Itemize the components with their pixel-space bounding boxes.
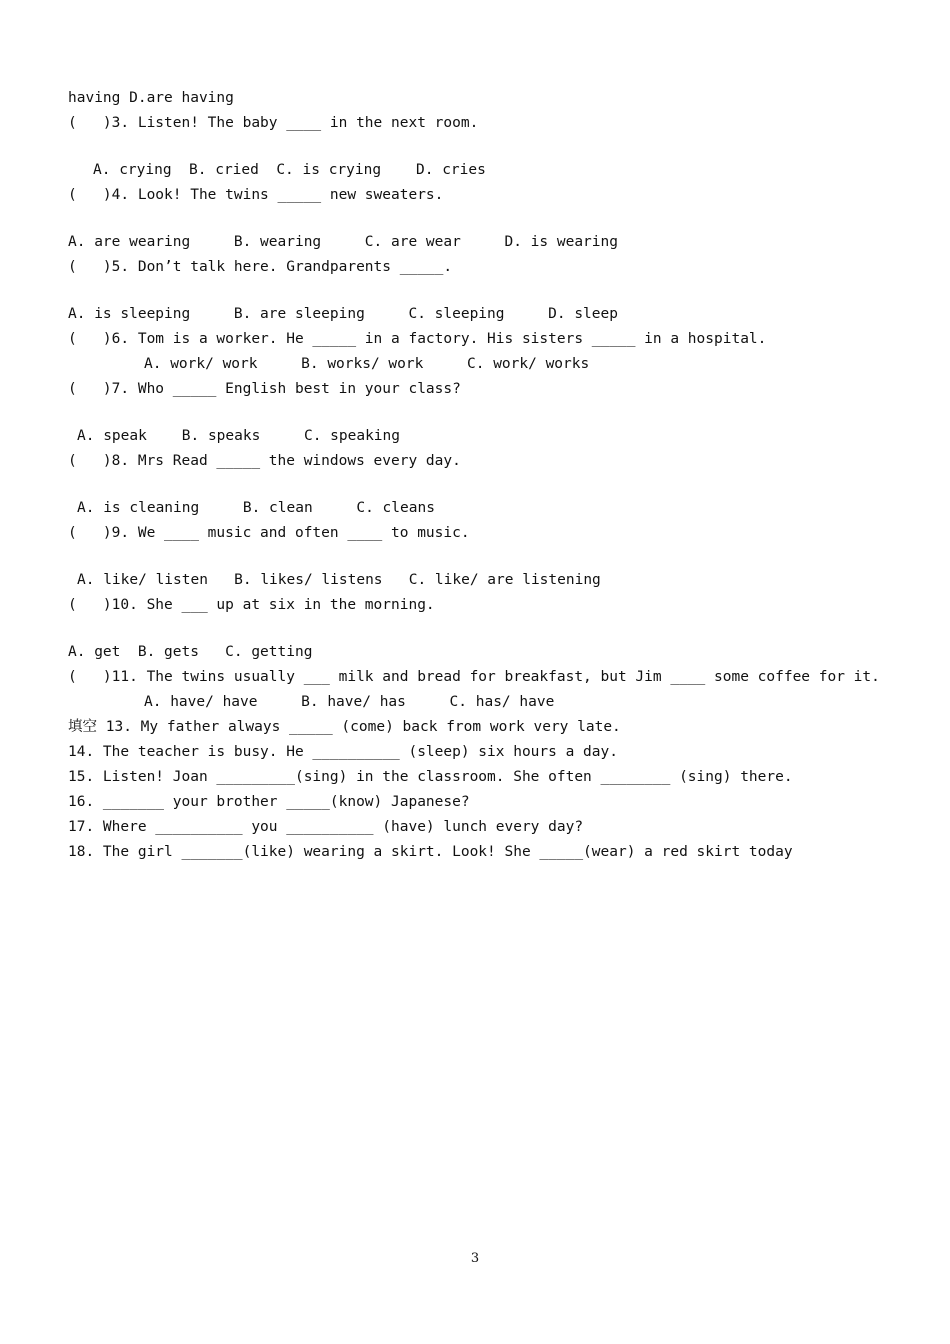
options-q3: A. crying B. cried C. is crying D. cries bbox=[93, 162, 486, 178]
question-9: ( )9. We ____ music and often ____ to music. bbox=[68, 525, 470, 541]
options-q10: A. get B. gets C. getting bbox=[68, 644, 313, 660]
fill-in-question-15: 15. Listen! Joan _________(sing) in the classroom. She often ________ (sing) there. bbox=[68, 769, 793, 785]
question-5: ( )5. Don’t talk here. Grandparents _____. bbox=[68, 259, 453, 275]
options-q7: A. speak B. speaks C. speaking bbox=[77, 428, 401, 444]
fill-in-question-17: 17. Where __________ you __________ (have) lunch every day? bbox=[68, 819, 584, 835]
question-7: ( )7. Who _____ English best in your class? bbox=[68, 381, 461, 397]
question-3: ( )3. Listen! The baby ____ in the next room. bbox=[68, 115, 479, 131]
question-10: ( )10. She ___ up at six in the morning. bbox=[68, 597, 435, 613]
options-q6: A. work/ work B. works/ work C. work/ works bbox=[144, 356, 590, 372]
options-q5: A. is sleeping B. are sleeping C. sleeping D. sleep bbox=[68, 306, 618, 322]
question-11: ( )11. The twins usually ___ milk and bread for breakfast, but Jim ____ some coffee for it. bbox=[68, 669, 880, 685]
question-4: ( )4. Look! The twins _____ new sweaters. bbox=[68, 187, 444, 203]
question-8: ( )8. Mrs Read _____ the windows every day. bbox=[68, 453, 461, 469]
options-q8: A. is cleaning B. clean C. cleans bbox=[77, 500, 435, 516]
fill-in-question-18: 18. The girl _______(like) wearing a skirt. Look! She _____(wear) a red skirt today bbox=[68, 844, 793, 860]
fill-in-question-16: 16. _______ your brother _____(know) Japanese? bbox=[68, 794, 470, 810]
fill-in-question-14: 14. The teacher is busy. He __________ (sleep) six hours a day. bbox=[68, 744, 618, 760]
options-q4: A. are wearing B. wearing C. are wear D. is wearing bbox=[68, 234, 618, 250]
option-line-q2-continued: having D.are having bbox=[68, 90, 234, 106]
options-q9: A. like/ listen B. likes/ listens C. like/ are listening bbox=[77, 572, 601, 588]
fill-in-question-13: 填空 13. My father always _____ (come) back from work very late. bbox=[68, 719, 621, 735]
question-6: ( )6. Tom is a worker. He _____ in a factory. His sisters _____ in a hospital. bbox=[68, 331, 767, 347]
options-q11: A. have/ have B. have/ has C. has/ have bbox=[144, 694, 555, 710]
page-number: 3 bbox=[470, 1251, 480, 1266]
